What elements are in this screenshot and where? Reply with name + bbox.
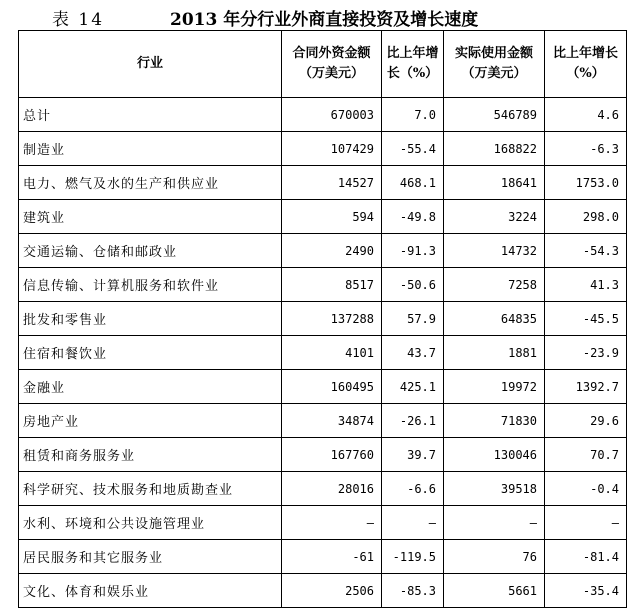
contract-growth-cell: 43.7 [382,336,444,370]
table-row [19,540,627,574]
contract-amount-cell: 28016 [282,472,382,506]
table-row [19,98,627,132]
contract-amount-cell: 594 [282,200,382,234]
industry-cell: 住宿和餐饮业 [19,336,282,370]
industry-cell: 电力、燃气及水的生产和供应业 [19,166,282,200]
contract-growth-cell: 468.1 [382,166,444,200]
actual-amount-cell: 546789 [444,98,545,132]
contract-growth-cell: -119.5 [382,540,444,574]
actual-growth-cell: 29.6 [545,404,627,438]
contract-growth-cell: 39.7 [382,438,444,472]
industry-cell: 建筑业 [19,200,282,234]
table-title: 2013 年分行业外商直接投资及增长速度 [170,10,479,30]
industry-cell: 制造业 [19,132,282,166]
table-caption [0,0,629,30]
table-row [19,404,627,438]
industry-cell: 居民服务和其它服务业 [19,540,282,574]
actual-amount-cell: 71830 [444,404,545,438]
contract-amount-cell: 4101 [282,336,382,370]
actual-amount-cell: – [444,506,545,540]
actual-growth-cell: -6.3 [545,132,627,166]
actual-growth-cell: -23.9 [545,336,627,370]
table-row [19,166,627,200]
actual-growth-cell: 298.0 [545,200,627,234]
actual-amount-cell: 3224 [444,200,545,234]
contract-amount-cell: 137288 [282,302,382,336]
contract-amount-cell: 670003 [282,98,382,132]
contract-growth-cell: – [382,506,444,540]
table-row [19,336,627,370]
header-contract-growth: 比上年增长（%） [382,31,444,98]
fdi-by-industry-table [18,30,627,608]
contract-amount-cell: -61 [282,540,382,574]
actual-growth-cell: – [545,506,627,540]
actual-amount-cell: 14732 [444,234,545,268]
table-row [19,200,627,234]
actual-growth-cell: 4.6 [545,98,627,132]
industry-cell: 信息传输、计算机服务和软件业 [19,268,282,302]
contract-amount-cell: 2506 [282,574,382,608]
contract-growth-cell: -55.4 [382,132,444,166]
table-row [19,438,627,472]
header-actual-growth: 比上年增长（%） [545,31,627,98]
industry-cell: 交通运输、仓储和邮政业 [19,234,282,268]
actual-amount-cell: 18641 [444,166,545,200]
actual-growth-cell: -54.3 [545,234,627,268]
actual-amount-cell: 7258 [444,268,545,302]
header-actual-amount: 实际使用金额（万美元） [444,31,545,98]
actual-amount-cell: 64835 [444,302,545,336]
industry-cell: 批发和零售业 [19,302,282,336]
industry-cell: 科学研究、技术服务和地质勘查业 [19,472,282,506]
industry-cell: 水利、环境和公共设施管理业 [19,506,282,540]
table-row [19,370,627,404]
contract-growth-cell: 425.1 [382,370,444,404]
industry-cell: 文化、体育和娱乐业 [19,574,282,608]
actual-growth-cell: -45.5 [545,302,627,336]
actual-growth-cell: 1392.7 [545,370,627,404]
actual-amount-cell: 39518 [444,472,545,506]
actual-amount-cell: 19972 [444,370,545,404]
industry-cell: 租赁和商务服务业 [19,438,282,472]
actual-amount-cell: 168822 [444,132,545,166]
actual-growth-cell: -0.4 [545,472,627,506]
table-row [19,132,627,166]
actual-growth-cell: 41.3 [545,268,627,302]
contract-growth-cell: -91.3 [382,234,444,268]
contract-amount-cell: 34874 [282,404,382,438]
contract-amount-cell: 2490 [282,234,382,268]
contract-growth-cell: -6.6 [382,472,444,506]
table-row [19,506,627,540]
table-row [19,234,627,268]
industry-cell: 房地产业 [19,404,282,438]
header-industry: 行业 [19,31,282,98]
table-row [19,472,627,506]
industry-cell: 金融业 [19,370,282,404]
actual-amount-cell: 76 [444,540,545,574]
contract-amount-cell: 14527 [282,166,382,200]
table-body [19,98,627,608]
actual-amount-cell: 1881 [444,336,545,370]
contract-growth-cell: -49.8 [382,200,444,234]
actual-amount-cell: 130046 [444,438,545,472]
industry-cell: 总计 [19,98,282,132]
table-row [19,574,627,608]
contract-amount-cell: 107429 [282,132,382,166]
header-contract-amount: 合同外资金额（万美元） [282,31,382,98]
contract-growth-cell: -85.3 [382,574,444,608]
table-row [19,302,627,336]
actual-growth-cell: -81.4 [545,540,627,574]
contract-amount-cell: 167760 [282,438,382,472]
contract-amount-cell: – [282,506,382,540]
actual-amount-cell: 5661 [444,574,545,608]
actual-growth-cell: 1753.0 [545,166,627,200]
contract-growth-cell: 7.0 [382,98,444,132]
contract-growth-cell: -50.6 [382,268,444,302]
actual-growth-cell: -35.4 [545,574,627,608]
actual-growth-cell: 70.7 [545,438,627,472]
contract-growth-cell: 57.9 [382,302,444,336]
contract-amount-cell: 160495 [282,370,382,404]
table-row [19,268,627,302]
table-number: 表 14 [52,10,105,30]
contract-amount-cell: 8517 [282,268,382,302]
header-row [19,31,627,98]
contract-growth-cell: -26.1 [382,404,444,438]
